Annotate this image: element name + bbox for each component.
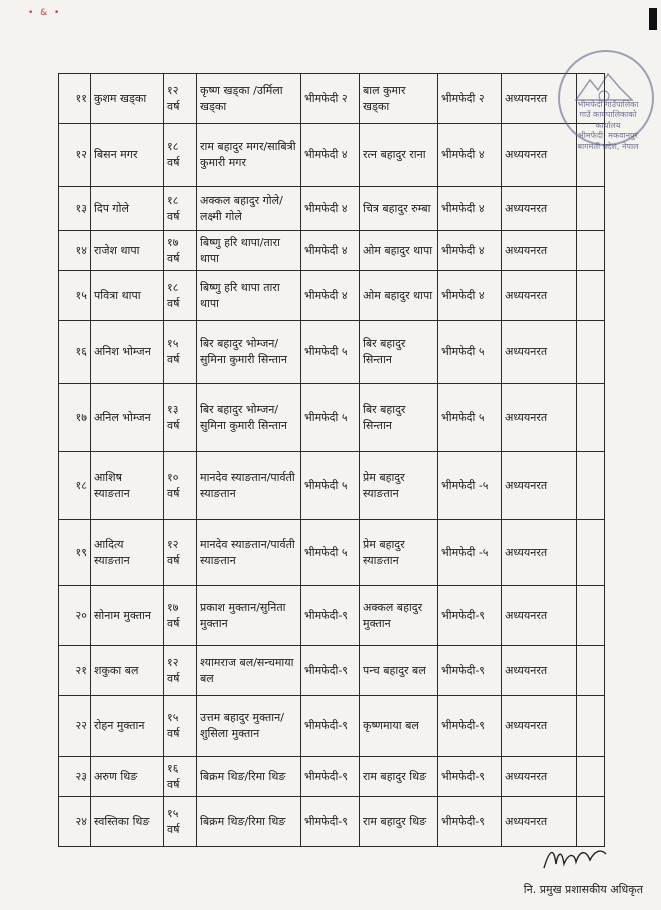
age-cell — [164, 452, 197, 520]
student-name-cell: अरुण थिङ — [91, 757, 164, 797]
age-cell — [164, 646, 197, 696]
age-unit: वर्ष — [167, 353, 180, 366]
age-unit: वर्ष — [167, 156, 180, 169]
seal-line-1: भीमफेदी गाउँपालिका — [577, 100, 639, 109]
study-status-cell: अध्ययनरत — [502, 646, 577, 696]
age-cell — [164, 757, 197, 797]
age-cell — [164, 586, 197, 646]
parents-name-cell: मानदेव स्याङतान/पार्वती स्याङतान — [197, 452, 301, 520]
guardian-name-cell: चित्र बहादुर रुम्बा — [360, 187, 438, 231]
guardian-address-cell: भीमफेदी ४ — [438, 271, 502, 321]
age-value: १२ — [167, 537, 179, 551]
study-status-cell: अध्ययनरत — [502, 452, 577, 520]
corner-mark: • & • — [28, 8, 62, 18]
guardian-address-cell: भीमफेदी २ — [438, 74, 502, 124]
serial-number-cell: २० — [59, 586, 91, 646]
remarks-cell — [577, 797, 605, 847]
guardian-name-cell: प्रेम बहादुर स्याङतान — [360, 452, 438, 520]
parents-name-cell: बिक्रम थिङ/रिमा थिङ — [197, 797, 301, 847]
table-row — [59, 646, 605, 696]
parents-name-cell: प्रकाश मुक्तान/सुनिता मुक्तान — [197, 586, 301, 646]
age-value: १३ — [167, 402, 179, 416]
guardian-name-cell: प्रेम बहादुर स्याङतान — [360, 520, 438, 586]
guardian-address-cell: भीमफेदी ४ — [438, 187, 502, 231]
age-unit: वर्ष — [167, 822, 180, 836]
seal-line-2: गाउँ कार्यपालिकाको कार्यालय — [579, 110, 637, 130]
age-unit: वर्ष — [167, 418, 180, 432]
student-name-cell: दिप गोले — [91, 187, 164, 231]
age-cell — [164, 797, 197, 847]
age-cell — [164, 321, 197, 384]
parents-name-cell: बिक्रम थिङ/रिमा थिङ — [197, 757, 301, 797]
study-status-cell: अध्ययनरत — [502, 187, 577, 231]
student-name-cell: अनिल भोम्जन — [91, 384, 164, 452]
seal-line-4: बागमती प्रदेश, नेपाल — [577, 141, 639, 151]
serial-number-cell: १६ — [59, 321, 91, 384]
parents-name-cell: मानदेव स्याङतान/पार्वती स्याङतान — [197, 520, 301, 586]
table-row — [59, 384, 605, 452]
age-value: १८ — [167, 193, 179, 207]
serial-number-cell: १५ — [59, 271, 91, 321]
age-value: १७ — [167, 235, 179, 249]
student-name-cell: अनिश भोम्जन — [91, 321, 164, 384]
student-name-cell: शकुका बल — [91, 646, 164, 696]
handwritten-signature — [540, 842, 610, 876]
student-name-cell: पवित्रा थापा — [91, 271, 164, 321]
study-status-cell: अध्ययनरत — [502, 271, 577, 321]
edge-mark — [649, 8, 657, 30]
table-row — [59, 231, 605, 271]
age-unit: वर्ष — [167, 777, 180, 791]
study-status-cell: अध्ययनरत — [502, 586, 577, 646]
address-cell: भीमफेदी-९ — [301, 586, 360, 646]
remarks-cell — [577, 586, 605, 646]
parents-name-cell: बिर बहादुर भोम्जन/ सुमिना कुमारी सिन्तान — [197, 384, 301, 452]
age-unit: वर्ष — [167, 99, 180, 113]
age-value: १७ — [167, 600, 179, 614]
guardian-name-cell: राम बहादुर थिङ — [360, 757, 438, 797]
seal-line-3: भीमफेदी, मकवानपुर — [578, 131, 638, 141]
age-cell — [164, 520, 197, 586]
age-cell — [164, 124, 197, 187]
remarks-cell — [577, 187, 605, 231]
address-cell: भीमफेदी-९ — [301, 696, 360, 757]
study-status-cell: अध्ययनरत — [502, 797, 577, 847]
table-row — [59, 757, 605, 797]
serial-number-cell: २२ — [59, 696, 91, 757]
table-row — [59, 586, 605, 646]
student-name-cell: सोनाम मुक्तान — [91, 586, 164, 646]
student-name-cell: बिसन मगर — [91, 124, 164, 187]
age-unit: वर्ष — [167, 296, 180, 310]
guardian-address-cell: भीमफेदी-९ — [438, 646, 502, 696]
table-row — [59, 520, 605, 586]
study-status-cell: अध्ययनरत — [502, 384, 577, 452]
guardian-address-cell: भीमफेदी ४ — [438, 124, 502, 187]
age-unit: वर्ष — [167, 251, 180, 265]
parents-name-cell: उत्तम बहादुर मुक्तान/शुसिला मुक्तान — [197, 696, 301, 757]
age-value: १२ — [167, 655, 179, 669]
parents-name-cell: श्यामराज बल/सन्चमाया बल — [197, 646, 301, 696]
serial-number-cell: १२ — [59, 124, 91, 187]
guardian-address-cell: भीमफेदी -५ — [438, 520, 502, 586]
age-unit: वर्ष — [167, 209, 180, 223]
seal-text-block — [566, 100, 650, 152]
student-name-cell: राजेश थापा — [91, 231, 164, 271]
guardian-name-cell: बिर बहादुर सिन्तान — [360, 384, 438, 452]
address-cell: भीमफेदी ५ — [301, 452, 360, 520]
serial-number-cell: ११ — [59, 74, 91, 124]
address-cell: भीमफेदी ५ — [301, 520, 360, 586]
table-row — [59, 321, 605, 384]
table-row — [59, 271, 605, 321]
guardian-address-cell: भीमफेदी ४ — [438, 231, 502, 271]
table-row — [59, 187, 605, 231]
age-unit: वर्ष — [167, 486, 180, 500]
guardian-name-cell: ओम बहादुर थापा — [360, 271, 438, 321]
serial-number-cell: १३ — [59, 187, 91, 231]
guardian-name-cell: बाल कुमार खड्का — [360, 74, 438, 124]
serial-number-cell: १४ — [59, 231, 91, 271]
remarks-cell — [577, 757, 605, 797]
serial-number-cell: १७ — [59, 384, 91, 452]
guardian-address-cell: भीमफेदी ५ — [438, 384, 502, 452]
parents-name-cell: बिष्णु हरि थापा तारा थापा — [197, 271, 301, 321]
guardian-name-cell: पन्च बहादुर बल — [360, 646, 438, 696]
remarks-cell — [577, 452, 605, 520]
table-row — [59, 74, 605, 124]
study-status-cell: अध्ययनरत — [502, 520, 577, 586]
parents-name-cell: बिर बहादुर भोम्जन/ सुमिना कुमारी सिन्तान — [197, 321, 301, 384]
student-name-cell: कुशम खड्का — [91, 74, 164, 124]
age-value: १८ — [167, 280, 179, 294]
records-table — [58, 73, 605, 847]
age-value: १५ — [167, 711, 179, 725]
study-status-cell: अध्ययनरत — [502, 757, 577, 797]
age-unit: वर्ष — [167, 553, 180, 567]
guardian-name-cell: रत्न बहादुर राना — [360, 124, 438, 187]
parents-name-cell: राम बहादुर मगर/साबित्री कुमारी मगर — [197, 124, 301, 187]
serial-number-cell: २४ — [59, 797, 91, 847]
student-name-cell: स्वस्तिका थिङ — [91, 797, 164, 847]
study-status-cell: अध्ययनरत — [502, 231, 577, 271]
guardian-name-cell: अक्कल बहादुर मुक्तान — [360, 586, 438, 646]
age-cell — [164, 231, 197, 271]
table-row — [59, 797, 605, 847]
remarks-cell — [577, 520, 605, 586]
student-name-cell: आशिष स्याङतान — [91, 452, 164, 520]
study-status-cell: अध्ययनरत — [502, 74, 577, 124]
age-value: १८ — [167, 140, 179, 154]
remarks-cell — [577, 321, 605, 384]
guardian-address-cell: भीमफेदी-९ — [438, 696, 502, 757]
address-cell: भीमफेदी-९ — [301, 646, 360, 696]
age-unit: वर्ष — [167, 727, 180, 740]
address-cell: भीमफेदी २ — [301, 74, 360, 124]
age-cell — [164, 74, 197, 124]
age-cell — [164, 696, 197, 757]
student-name-cell: रोहन मुक्तान — [91, 696, 164, 757]
guardian-address-cell: भीमफेदी -५ — [438, 452, 502, 520]
remarks-cell — [577, 231, 605, 271]
signatory-caption: नि. प्रमुख प्रशासकीय अधिकृत — [523, 883, 643, 896]
guardian-name-cell: राम बहादुर थिङ — [360, 797, 438, 847]
parents-name-cell: बिष्णु हरि थापा/तारा थापा — [197, 231, 301, 271]
age-cell — [164, 384, 197, 452]
table-row — [59, 124, 605, 187]
age-value: १५ — [167, 337, 179, 351]
student-name-cell: आदित्य स्याङतान — [91, 520, 164, 586]
age-unit: वर्ष — [167, 616, 180, 630]
age-value: १२ — [167, 83, 179, 97]
study-status-cell: अध्ययनरत — [502, 696, 577, 757]
address-cell: भीमफेदी ४ — [301, 124, 360, 187]
remarks-cell — [577, 696, 605, 757]
serial-number-cell: २३ — [59, 757, 91, 797]
parents-name-cell: अक्कल बहादुर गोले/लक्ष्मी गोले — [197, 187, 301, 231]
age-cell — [164, 271, 197, 321]
study-status-cell: अध्ययनरत — [502, 321, 577, 384]
serial-number-cell: १९ — [59, 520, 91, 586]
serial-number-cell: १८ — [59, 452, 91, 520]
address-cell: भीमफेदी-९ — [301, 757, 360, 797]
guardian-address-cell: भीमफेदी-९ — [438, 797, 502, 847]
guardian-name-cell: कृष्णमाया बल — [360, 696, 438, 757]
remarks-cell — [577, 384, 605, 452]
table-row — [59, 696, 605, 757]
study-status-cell: अध्ययनरत — [502, 124, 577, 187]
address-cell: भीमफेदी ४ — [301, 187, 360, 231]
guardian-name-cell: ओम बहादुर थापा — [360, 231, 438, 271]
age-unit: वर्ष — [167, 671, 180, 685]
address-cell: भीमफेदी-९ — [301, 797, 360, 847]
table-row — [59, 452, 605, 520]
address-cell: भीमफेदी ५ — [301, 384, 360, 452]
address-cell: भीमफेदी ४ — [301, 231, 360, 271]
guardian-name-cell: बिर बहादुर सिन्तान — [360, 321, 438, 384]
guardian-address-cell: भीमफेदी ५ — [438, 321, 502, 384]
age-value: १५ — [167, 806, 179, 820]
remarks-cell — [577, 271, 605, 321]
serial-number-cell: २१ — [59, 646, 91, 696]
address-cell: भीमफेदी ५ — [301, 321, 360, 384]
address-cell: भीमफेदी ४ — [301, 271, 360, 321]
parents-name-cell: कृष्ण खड्का /उर्मिला खड्का — [197, 74, 301, 124]
guardian-address-cell: भीमफेदी-९ — [438, 586, 502, 646]
age-cell — [164, 187, 197, 231]
age-value: १६ — [167, 761, 179, 775]
guardian-address-cell: भीमफेदी-९ — [438, 757, 502, 797]
remarks-cell — [577, 646, 605, 696]
age-value: १० — [167, 470, 179, 484]
